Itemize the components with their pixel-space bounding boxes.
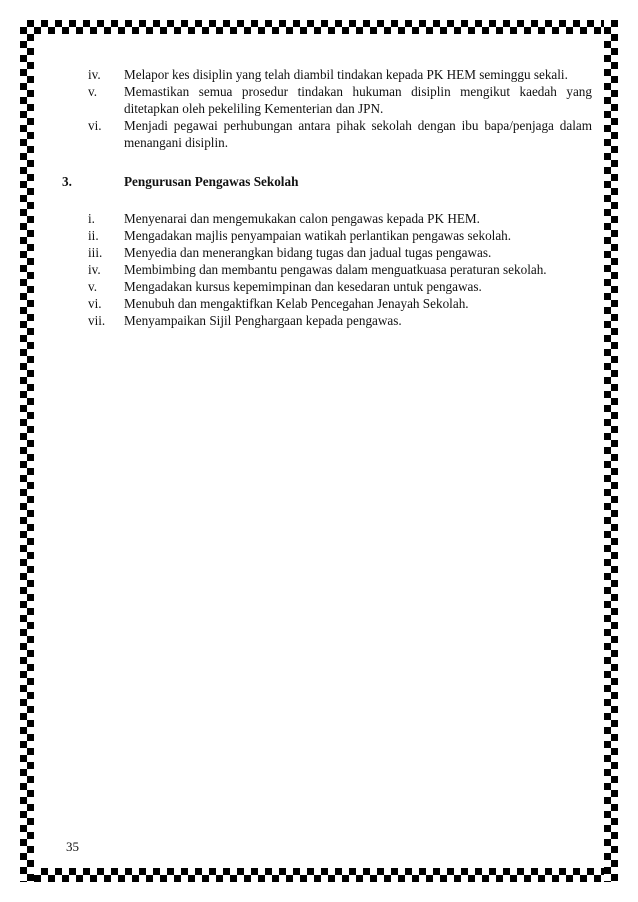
list-item-number: vii.	[88, 313, 106, 328]
list-item-text: Menjadi pegawai perhubungan antara pihak sekolah dengan ibu bapa/penjaga dalam menangani disiplin.	[124, 118, 592, 150]
document-body	[62, 66, 592, 329]
page-border-left	[20, 20, 34, 882]
list-item	[62, 66, 592, 83]
list-item	[62, 261, 592, 278]
list-item-text: Menubuh dan mengaktifkan Kelab Pencegahan Jenayah Sekolah.	[124, 296, 469, 311]
list-item-text: Menyenarai dan mengemukakan calon pengawas kepada PK HEM.	[124, 211, 480, 226]
list-item	[62, 83, 592, 117]
section-number: 3.	[62, 174, 72, 189]
list-item	[62, 312, 592, 329]
list-item-text: Membimbing dan membantu pengawas dalam menguatkuasa peraturan sekolah.	[124, 262, 547, 277]
list-item	[62, 295, 592, 312]
section-list	[62, 210, 592, 329]
list-item-text: Melapor kes disiplin yang telah diambil tindakan kepada PK HEM seminggu sekali.	[124, 67, 568, 82]
list-item-number: v.	[88, 84, 98, 99]
list-item	[62, 210, 592, 227]
page-border-bottom	[20, 868, 618, 882]
list-item-text: Menyampaikan Sijil Penghargaan kepada pengawas.	[124, 313, 402, 328]
list-item-number: v.	[88, 279, 98, 294]
list-item-number: vi.	[88, 296, 102, 311]
list-item-text: Menyedia dan menerangkan bidang tugas dan jadual tugas pengawas.	[124, 245, 492, 260]
section-title: Pengurusan Pengawas Sekolah	[124, 174, 299, 189]
list-item-text: Memastikan semua prosedur tindakan hukuman disiplin mengikut kaedah yang ditetapkan oleh pekeliling Kementerian dan JPN.	[124, 84, 592, 116]
section-heading	[62, 173, 592, 190]
list-item	[62, 117, 592, 151]
list-item-number: iv.	[88, 262, 101, 277]
list-item-number: vi.	[88, 118, 102, 133]
list-item-number: iii.	[88, 245, 103, 260]
list-item	[62, 227, 592, 244]
list-item-number: i.	[88, 211, 95, 226]
list-item-text: Mengadakan majlis penyampaian watikah perlantikan pengawas sekolah.	[124, 228, 512, 243]
list-item-number: ii.	[88, 228, 99, 243]
list-item-text: Mengadakan kursus kepemimpinan dan kesedaran untuk pengawas.	[124, 279, 482, 294]
page-border-right	[604, 20, 618, 882]
page-number: 35	[66, 839, 79, 854]
page-border-top	[20, 20, 618, 34]
list-item-number: iv.	[88, 67, 101, 82]
list-item	[62, 244, 592, 261]
continued-list	[62, 66, 592, 151]
list-item	[62, 278, 592, 295]
